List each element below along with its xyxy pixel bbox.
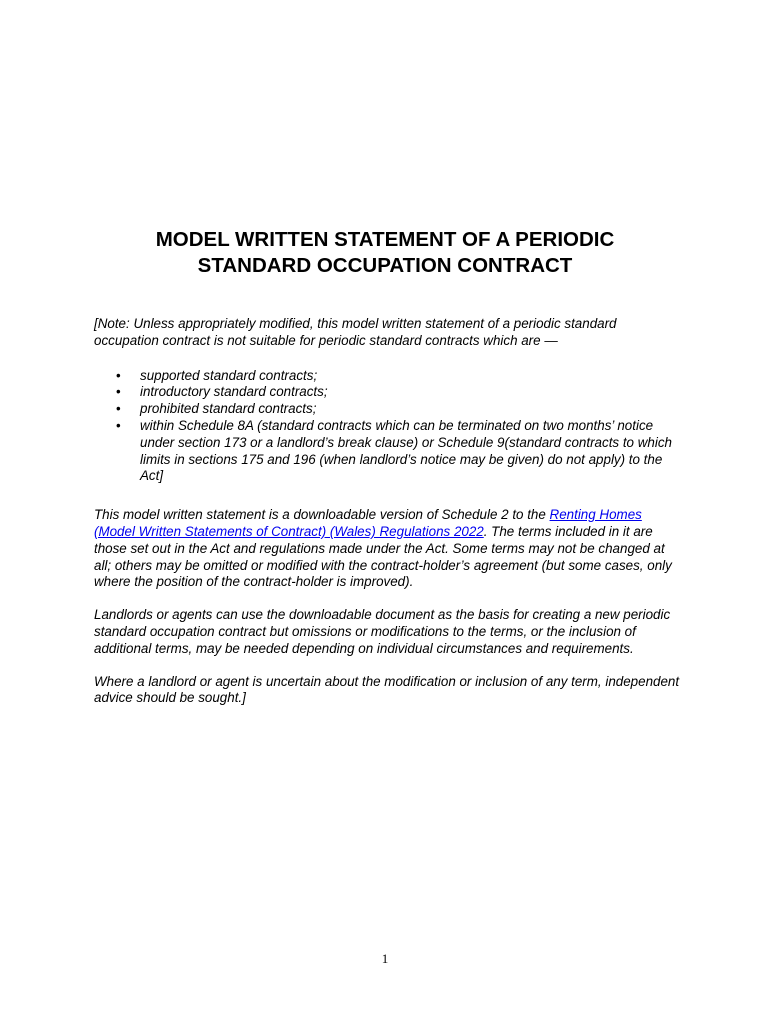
bullet-icon: • — [116, 417, 121, 433]
document-title — [0, 227, 770, 279]
list-item-text: within Schedule 8A (standard contracts which can be terminated on two months’ notice under section 173 or a landlord’s break clause) or Schedule 9(standard contracts to which limits in sections 175 and 196 (when landlord’s notice may be given) do not apply) to the Act] — [140, 417, 672, 484]
bullet-icon: • — [116, 367, 121, 383]
page-number: 1 — [381, 951, 389, 966]
paragraph-independent-advice: Where a landlord or agent is uncertain about the modification or inclusion of any term, independent advice should be sought.] — [94, 673, 680, 706]
paragraph-landlords-agents: Landlords or agents can use the downloadable document as the basis for creating a new periodic standard occupation contract but omissions or modifications to the terms, or the inclusion of additional terms, may be needed depending on individual circumstances and requirements. — [94, 607, 671, 656]
contract-type-list — [94, 368, 684, 486]
list-item-text: introductory standard contracts; — [140, 384, 328, 400]
list-item — [116, 417, 684, 485]
list-item-text: prohibited standard contracts; — [140, 401, 317, 417]
list-item — [116, 367, 684, 385]
paragraph-downloadable-version — [94, 507, 684, 591]
list-item-text: supported standard contracts; — [140, 367, 318, 383]
regulations-link[interactable]: Renting Homes (Model Written Statements of Contract) (Wales) Regulations 2022 — [94, 507, 642, 539]
paragraph-text-before-link: This model written statement is a downloadable version of Schedule 2 to the — [94, 507, 550, 523]
note-intro: [Note: Unless appropriately modified, this model written statement of a periodic standard occupation contract is not suitable for periodic standard contracts which are — — [94, 316, 617, 348]
bullet-icon: • — [116, 384, 121, 400]
list-item — [116, 384, 684, 401]
paragraph-text-after-link: . The terms included in it are those set out in the Act and regulations made under the Act. Some terms may not be changed at all; others may be omitted or modified with the contract-holder’s agreement (but some cases, only where the position of the contract-holder is improved). — [94, 523, 672, 590]
title-line-1: MODEL WRITTEN STATEMENT OF A PERIODIC — [155, 228, 615, 251]
document-body — [94, 316, 684, 707]
bullet-icon: • — [116, 401, 121, 417]
title-line-2: STANDARD OCCUPATION CONTRACT — [197, 254, 573, 277]
list-item — [116, 401, 684, 418]
